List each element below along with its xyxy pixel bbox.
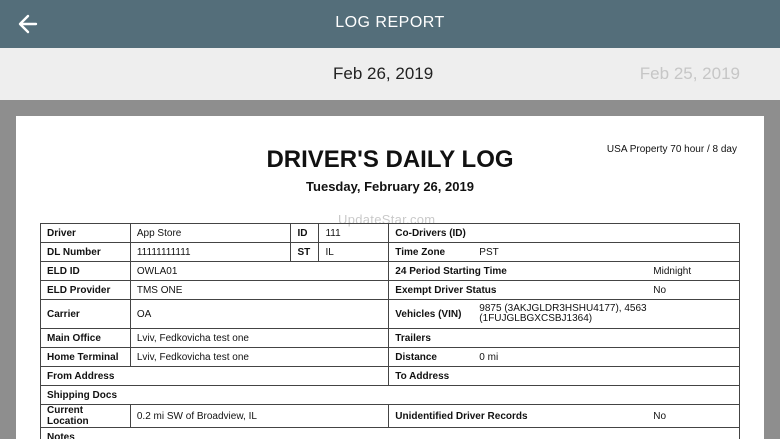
dl-number-label: DL Number [41,243,131,262]
unidentified-label: Unidentified Driver Records [395,410,528,422]
shipping-docs-label: Shipping Docs [41,386,740,405]
exempt-label: Exempt Driver Status [395,284,497,296]
notes-label: Notes [41,428,740,439]
time-zone-cell [389,243,740,262]
top-bar [0,0,780,48]
st-label: ST [291,243,319,262]
table-row [41,348,740,367]
eld-id-label: ELD ID [41,262,131,281]
table-row [41,367,740,386]
hours-rule: USA Property 70 hour / 8 day [606,144,737,155]
home-terminal-label: Home Terminal [41,348,131,367]
table-row [41,428,740,439]
page-title: LOG REPORT [335,14,445,31]
vehicles-label: Vehicles (VIN) [395,308,462,320]
main-office-value: Lviv, Fedkovicha test one [130,329,388,348]
carrier-label: Carrier [41,300,131,329]
carrier-value: OA [130,300,388,329]
table-row [41,224,740,243]
id-value: 111 [319,224,389,243]
log-document [16,116,764,439]
table-row [41,300,740,329]
time-zone-label: Time Zone [395,246,446,258]
previous-date-tab[interactable]: Feb 25, 2019 [639,64,740,83]
home-terminal-value: Lviv, Fedkovicha test one [130,348,388,367]
table-row [41,243,740,262]
eld-id-value: OWLA01 [130,262,388,281]
current-date-tab[interactable]: Feb 26, 2019 [333,64,434,83]
vehicles-value-line-1: 9875 (3AKJGLDR3HSHU4177), 4563 [479,303,647,314]
exempt-cell [389,281,740,300]
log-table [40,223,740,439]
driver-label: Driver [41,224,131,243]
distance-value: 0 mi [479,351,499,363]
document-date: Tuesday, February 26, 2019 [306,179,474,194]
current-location-label: Current Location [41,405,131,428]
date-bar [0,48,780,100]
table-row [41,281,740,300]
main-office-label: Main Office [41,329,131,348]
st-value: IL [319,243,389,262]
from-address-label: From Address [41,367,389,386]
table-row [41,262,740,281]
trailers-label: Trailers [389,329,740,348]
period-cell [389,262,740,281]
vehicles-value-line-2: (1FUJGLBGXCSBJ1364) [479,313,593,324]
vehicles-cell [389,300,740,329]
eld-provider-value: TMS ONE [130,281,388,300]
time-zone-value: PST [479,246,499,258]
id-label: ID [291,224,319,243]
period-label: 24 Period Starting Time [395,265,507,277]
eld-provider-label: ELD Provider [41,281,131,300]
table-row [41,329,740,348]
driver-value: App Store [130,224,291,243]
table-row [41,386,740,405]
unidentified-value: No [653,410,667,422]
unidentified-cell [389,405,740,428]
distance-label: Distance [395,351,437,363]
dl-number-value: 11111111111 [130,243,291,262]
distance-cell [389,348,740,367]
current-location-value: 0.2 mi SW of Broadview, IL [130,405,388,428]
co-drivers-label: Co-Drivers (ID) [389,224,740,243]
exempt-value: No [653,284,667,296]
table-row [41,405,740,428]
to-address-label: To Address [389,367,740,386]
period-value: Midnight [653,265,692,277]
watermark: UpdateStar.com [338,212,436,227]
document-title: DRIVER'S DAILY LOG [266,146,514,173]
